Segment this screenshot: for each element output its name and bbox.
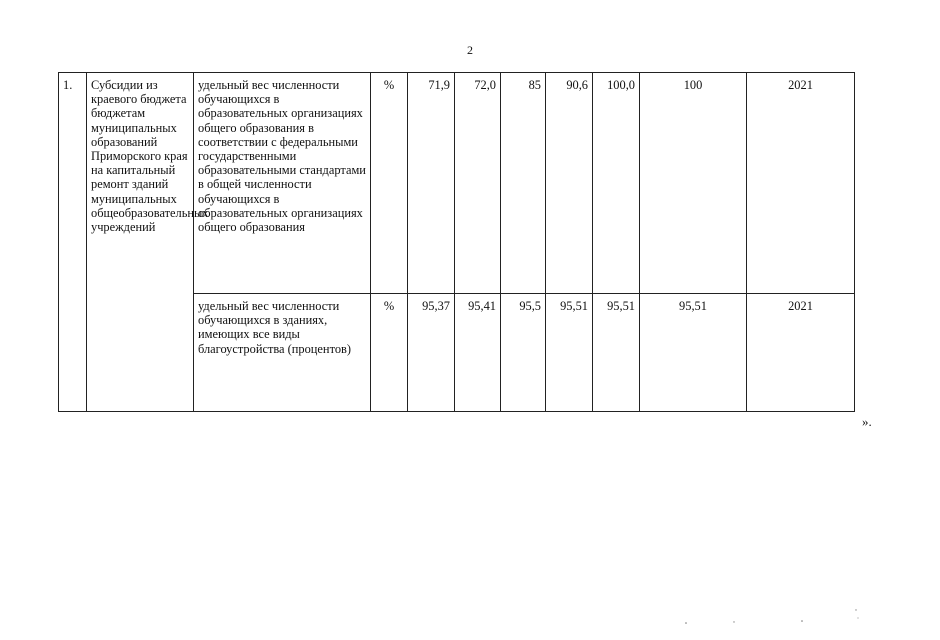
indicator-year: 2021	[747, 294, 855, 412]
indicator-name: удельный вес численности обучающихся в образовательных организациях общего образования в соответствии с федеральными государственными образовательными стандартами в общей численности обучающихся в образовательных организациях общего образования	[194, 73, 371, 294]
measure-name: Субсидии из краевого бюджета бюджетам муниципальных образований Приморского края на капитальный ремонт зданий муниципальных общеобразовательных учреждений	[87, 73, 194, 412]
closing-quote: ».	[862, 414, 872, 429]
indicator-value: 72,0	[455, 73, 501, 294]
indicator-value: 95,51	[593, 294, 640, 412]
indicator-target: 100	[640, 73, 747, 294]
indicator-year: 2021	[747, 73, 855, 294]
indicator-value: 90,6	[546, 73, 593, 294]
indicator-target: 95,51	[640, 294, 747, 412]
indicator-unit: %	[371, 73, 408, 294]
indicator-unit: %	[371, 294, 408, 412]
row-number: 1.	[59, 73, 87, 412]
indicators-table	[58, 72, 855, 412]
indicator-value: 95,37	[408, 294, 455, 412]
indicator-value: 95,5	[501, 294, 546, 412]
indicator-value: 71,9	[408, 73, 455, 294]
scan-artifacts	[680, 608, 900, 628]
indicator-name: удельный вес численности обучающихся в зданиях, имеющих все виды благоустройства (процентов)	[194, 294, 371, 412]
page-number: 2	[467, 43, 473, 57]
indicator-value: 100,0	[593, 73, 640, 294]
indicator-value: 85	[501, 73, 546, 294]
indicator-value: 95,51	[546, 294, 593, 412]
indicator-value: 95,41	[455, 294, 501, 412]
table-row	[59, 73, 855, 294]
